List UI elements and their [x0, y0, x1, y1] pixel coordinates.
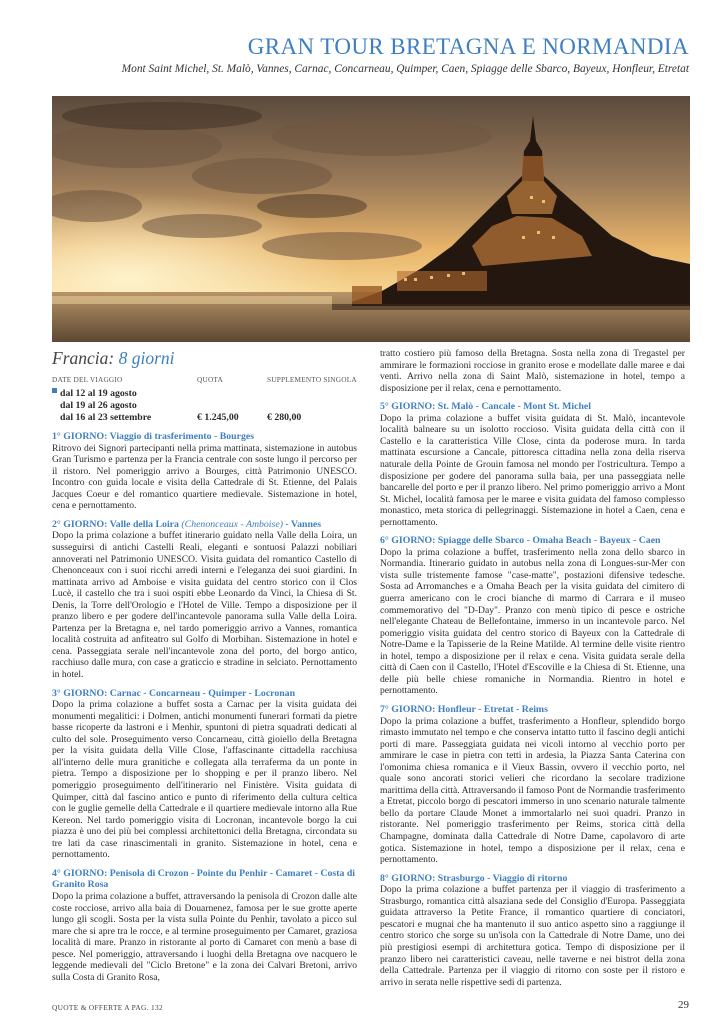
day-3-title: 3° GIORNO: Carnac - Concarneau - Quimper - Locronan: [52, 687, 296, 699]
footer-note: QUOTE & OFFERTE A PAG. 132: [52, 1003, 163, 1012]
page-title: GRAN TOUR BRETAGNA E NORMANDIA: [247, 34, 689, 59]
col-dates-header: DATE DEL VIAGGIO: [52, 375, 123, 384]
day-4-text-continued: tratto costiero più famoso della Bretagna. Sosta nella zona di Tregastel per ammirare le formazioni rocciose in granito erose e modellate dalle maree e dai venti. Arrivo nella zona di Saint Malò, sistemazione in hotel, tempo a disposizione per il relax, cena e pernottamento.: [380, 348, 685, 394]
day-6-text: Dopo la prima colazione a buffet, trasferimento nella zona dello sbarco in Normandia. Itinerario guidato in autobus nella zona di Longues-sur-Mer con vista sulle tristemente famose "case-matte", postazioni difensive tedesche. Sosta ad Arromanches e a Omaha Beach per la visita guidata del cimitero di guerra americano con le croci bianche di marmo di Carrara e il museo commemorativo del "D-Day". Pranzo con menù tipico di pesce e ostriche nell'elegante Chateau de Bellefontaine, immerso in un incantevole parco. Nel pomeriggio visita guidata del centro storico di Bayeux con la Cattedrale di Notre-Dame e la Tapisserie de la Reine Matilde. Al termine delle visite rientro in hotel, tempo a disposizione per il relax e cena. Visita guidata serale della città di Caen con il Castello, l'Hotel d'Escoville e la Chiesa di St. Etienne, una delle più belle chiese romaniche in Normandia. Rientro in hotel e pernottamento.: [380, 546, 685, 697]
mont-saint-michel-illustration: [52, 96, 690, 342]
day-2-text: Dopo la prima colazione a buffet itinerario guidato nella Valle della Loira, un susseguirsi di antichi Castelli Reali, eleganti e sontuosi Palazzi nobiliari annoverati nel Patrimonio UNESCO. Visita guidata del romantico Castello di Chenonceaux con i suoi ricchi arredi interni e l'eleganza dei suoi giardini. In mattinata arrivo ad Amboise e visita guidata del centro storico con il Clos Lucè, il castello che tra i suoi ospiti ebbe Leonardo da Vinci, la Chiesa di St. Denis, la Torre dell'Orologio e l'Hotel de Ville. Tempo a disposizione per il pranzo libero e per godere dell'incantevole panorama sulla Valle della Loira. Partenza per la Bretagna e, nel tardo pomeriggio arrivo a Vannes, romantica località costruita ad anfiteatro sul Golfo di Morbihan. Sistemazione in hotel e cena. Passeggiata serale nell'incantevole zona del porto, del borgo antico, racchiuso dalle mura, con case a graticcio e stradine in selciato. Pernottamento in hotel.: [52, 530, 357, 681]
day-1-title: 1° GIORNO: Viaggio di trasferimento - Bourges: [52, 431, 255, 442]
day-3-text: Dopo la prima colazione a buffet sosta a Carnac per la visita guidata dei monumenti megalitici: i Dolmen, antichi monumenti funerari formati da pietre basse ricoperte da lastroni e i Menhir, spuntoni di pietra squadrati dedicati al culto del sole. Proseguimento verso Concarneau, città gioiello della Bretagna per la visita guidata della Ville Close, l'affascinante cittadella racchiusa all'interno delle mura granitiche e collegata alla terraferma da un ponte in pietra. Tempo a disposizione per lo shopping e per il pranzo libero. Nel pomeriggio proseguimento dell'itinerario nel Finistère. Visita guidata di Quimper, città dal fascino antico e punto di riferimento della cultura celtica con le guglie gemelle della Cattedrale e il quartiere medievale intorno alla Rue Kereon. Nel tardo pomeriggio visita di Locronan, incantevole borgo la cui piazza è uno dei più bei complessi architettonici della Bretagna, circondata su tre lati da case rinascimentali in granito. Sistemazione in hotel, cena e pernottamento.: [52, 699, 357, 861]
right-column: [380, 348, 685, 988]
date-label: dal 16 al 23 settembre: [60, 412, 152, 423]
dates-table: [52, 388, 357, 424]
day-2-title-main: 2° GIORNO: Valle della Loira: [52, 518, 182, 530]
trip-days: 8 giorni: [118, 348, 175, 368]
day-4-text: Dopo la prima colazione a buffet, attraversando la penisola di Crozon dalle alte coste rocciose, arrivo alla baia di Douarnenez, famosa per le sue grotte aperte lungo gli scogli. Sosta per la vista sulla Pointe du Penhir, tavolato a picco sul mare che si apre tra le rocce, e al termine proseguimento per Camaret, graziosa località di mare. Pranzo in ristorante al porto di Camaret con menù a base di pesce. Nel pomeriggio, attraversando i luoghi della Bretagna ove nacquero le leggende medievali del "Ciclo Bretone" e la zona dei Calvari Bretoni, arrivo sulla Costa di Granito Rosa,: [52, 891, 357, 983]
col-supp-header: SUPPLEMENTO SINGOLA: [267, 375, 357, 384]
date-price: € 1.245,00: [197, 412, 239, 423]
day-2-title: [52, 519, 357, 531]
day-6-title: 6° GIORNO: Spiagge delle Sbarco - Omaha Beach - Bayeux - Caen: [380, 535, 661, 547]
day-4-title: 4° GIORNO: Penisola di Crozon - Pointe du Penhir - Camaret - Costa di Granito Rosa: [52, 867, 355, 891]
day-2-title-end: - Vannes: [282, 518, 322, 530]
day-1-text: Ritrovo dei Signori partecipanti nella prima mattinata, sistemazione in autobus Gran Turismo e partenza per la Francia centrale con soste lungo il percorso per il ristoro. Nel pomeriggio arrivo a Bourges, città Patrimonio UNESCO. Incontro con guida locale e visita della Cattedrale di St. Etienne, del Palais Jacques Coeur e del romantico quartiere medievale. Sistemazione in hotel, cena e pernottamento.: [52, 442, 357, 512]
date-row: [52, 412, 357, 424]
hero-photo: [52, 96, 690, 342]
dates-table-header: [52, 374, 357, 386]
day-7-title: 7° GIORNO: Honfleur - Etretat - Reims: [380, 703, 548, 715]
date-label: dal 19 al 26 agosto: [60, 400, 137, 411]
day-2-title-italic: (Chenonceaux - Amboise): [181, 518, 283, 530]
page-number: 29: [678, 999, 689, 1011]
bullet-icon: [52, 388, 57, 393]
day-5-text: Dopo la prima colazione a buffet visita guidata di St. Malò, incantevole località balneare su un isolotto roccioso. Visita guidata della città con il Castello e la caratteristica Ville Close, cinta da poderose mura. In tarda mattinata escursione a Cancale, pittoresca cittadina nella zona della riserva naturale della Pointe de Grouin famosa nel mondo per l'ostricultura. Tempo a disposizione per godere del panorama sulla baia, per una passeggiata nelle bancarelle del porto e per il pranzo libero. Nel primo pomeriggio arrivo a Mont St. Michel, località famosa per le maree e visita guidata del famoso complesso monastico, meta storica di pellegrinaggi. Sistemazione in hotel a Caen, cena e pernottamento.: [380, 412, 685, 528]
date-row: [52, 388, 357, 400]
trip-country: Francia:: [52, 348, 115, 368]
date-label: dal 12 al 19 agosto: [60, 388, 137, 399]
day-7-text: Dopo la prima colazione a buffet, trasferimento a Honfleur, splendido borgo rimasto immutato nel tempo e che conserva intatto tutto il fascino degli antichi porti di mare. Passeggiata guidata nei vicoli intorno al vecchio porto per ammirare le case in pietra con tetti in ardesia, la Piazza Santa Caterina con l'omonima chiesa romanica e il Vieux Bassin, ovvero il vecchio porto, nel quale sono ancorati storici velieri che ricordano la secolare tradizione marittima della città. Attraversando il famoso Pont de Normandie trasferimento a Etretat, piccolo borgo di pescatori immerso in uno scenario naturale talmente bello da portare Claude Monet a immortalarlo nei suoi quadri. Pranzo in ristorante. Nel pomeriggio trasferimento per Reims, storica città della Champagne, dominata dalla Cattedrale di Notre Dame, capolavoro di arte gotica. Sistemazione in hotel, tempo a disposizione per il relax, cena e pernottamento.: [380, 715, 685, 866]
date-row: [52, 400, 357, 412]
day-8-title: 8° GIORNO: Strasburgo - Viaggio di ritorno: [380, 872, 568, 884]
page-subtitle: Mont Saint Michel, St. Malò, Vannes, Carnac, Concarneau, Quimper, Caen, Spiagge delle Sbarco, Bayeux, Honfleur, Etretat: [121, 63, 689, 75]
trip-duration: [52, 348, 357, 368]
day-8-text: Dopo la prima colazione a buffet partenza per il viaggio di trasferimento a Strasburgo, romantica città alsaziana sede del Consiglio d'Europa. Passeggiata guidata attraverso la Petite France, il romantico quartiere di conciatori, pescatori e mugnai che ha mantenuto il suo antico aspetto sino a raggiunge il centro storico che sorge su un'isola con la Cattedrale di Notre Dame, uno dei più prestigiosi esempi di architettura gotica. Tempo di disposizione per il pranzo libero nei caratteristici caveau, nelle taverne e nei bistrot della zona della Cattedrale. Partenza per il viaggio di ritorno con soste per il ristoro e arrivo in serata nelle rispettive sedi di partenza.: [380, 884, 685, 988]
date-supplement: € 280,00: [267, 412, 302, 423]
col-price-header: QUOTA: [197, 375, 223, 384]
day-5-title: 5° GIORNO: St. Malò - Cancale - Mont St. Michel: [380, 401, 591, 413]
left-column: [52, 348, 357, 983]
